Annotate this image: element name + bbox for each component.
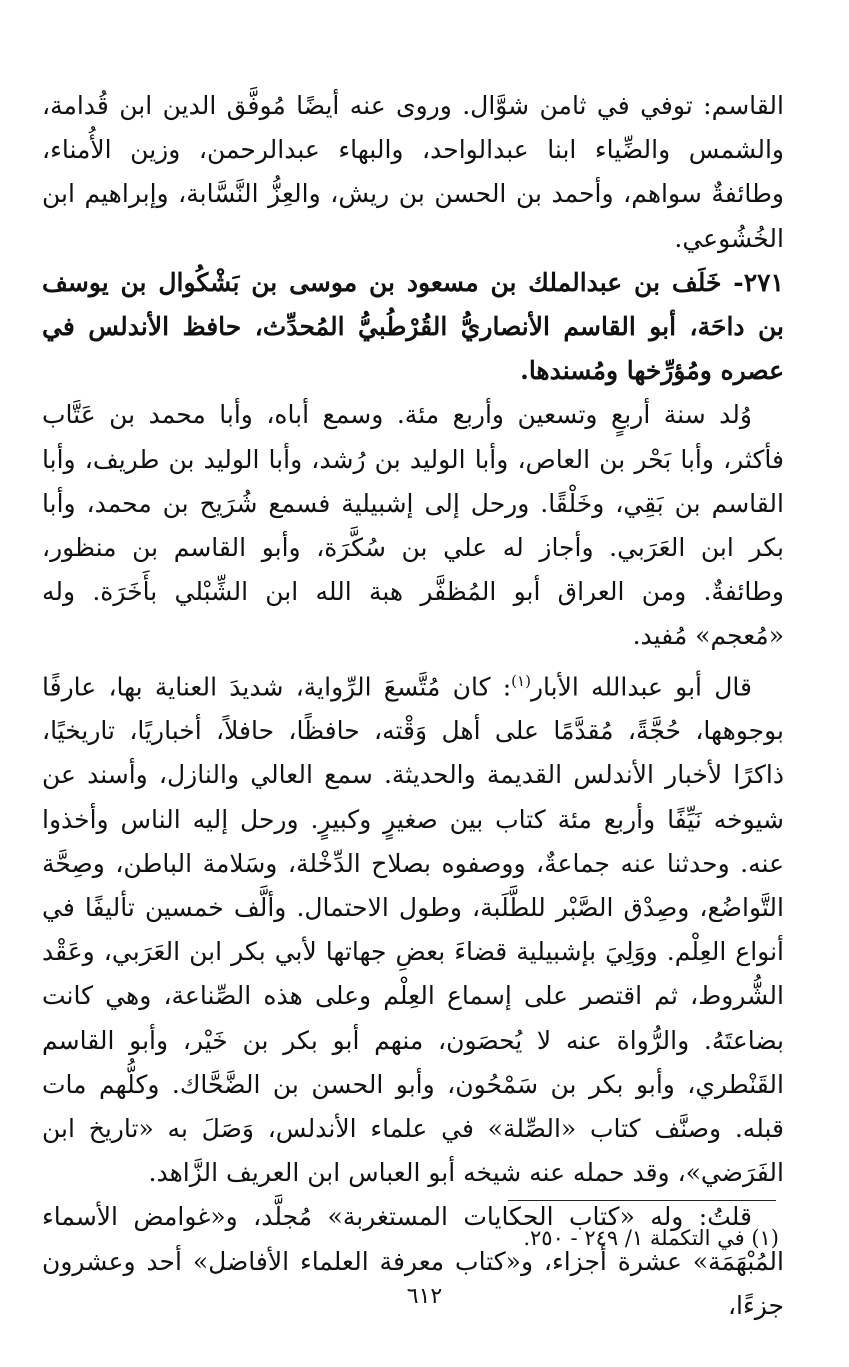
quote-lead-text: قال أبو عبدالله الأبار: [530, 671, 752, 701]
footnote-reference: (١): [511, 671, 531, 690]
paragraph-abbar-quote: [42, 659, 784, 1196]
footnote-text: في التكملة ١/ ٢٤٩ - ٢٥٠.: [523, 1226, 745, 1250]
quote-body-text: : كان مُتَّسعَ الرِّواية، شديدَ العناية بها، عارفًا بوجوهها، حُجَّةً، مُقدَّمًا على أهل وَقْته، حافظًا، حافلاً، أخباريًا، تاريخيًا، ذاكرًا لأخبار الأندلس القديمة والحديثة. سمع العالي والنازل، وأسند عن شيوخه نَيِّفًا وأربع مئة كتاب بين صغيرٍ وكبيرٍ. ورحل إليه الناس وأخذوا عنه. وحدثنا عنه جماعةٌ، ووصفوه بصلاح الدِّخْلة، وسَلامة الباطن، وصِحَّة التَّواضُع، وصِدْق الصَّبْر للطَّلَبة، وطول الاحتمال. وألَّف خمسين تأليفًا في أنواع العِلْم. ووَلِيَ بإشبيلية قضاءَ بعضِ جهاتها لأبي بكر ابن العَرَبي، وعَقْد الشُّروط، ثم اقتصر على إسماع العِلْم وعلى هذه الصِّناعة، وهي كانت بضاعتَهُ. والرُّواة عنه لا يُحصَون، منهم أبو بكر بن خَيْر، وأبو القاسم القَنْطري، وأبو بكر بن سَمْحُون، وأبو الحسن بن الضَّحَّاك. وكلُّهم مات قبله. وصنَّف كتاب «الصِّلة» في علماء الأندلس، وَصَلَ به «تاريخ ابن الفَرَضي»، وقد حمله عنه شيخه أبو العباس ابن العريف الزَّاهد.: [42, 671, 784, 1188]
paragraph-continuation: القاسم: توفي في ثامن شوَّال. وروى عنه أيضًا مُوفَّق الدين ابن قُدامة، والشمس والضِّياء ابنا عبدالواحد، والبهاء عبدالرحمن، وزين الأُمناء، وطائفةٌ سواهم، وأحمد بن الحسن بن ريش، والعِزُّ النَّسَّابة، وإبراهيم ابن الخُشُوعي.: [42, 91, 785, 253]
footnote-divider: [508, 1200, 776, 1201]
footnote-marker: (١): [751, 1226, 779, 1250]
paragraph-birth-and-teachers: وُلد سنة أربعٍ وتسعين وأربع مئة. وسمع أباه، وأبا محمد بن عَتَّاب فأكثر، وأبا بَحْر بن العاص، وأبا الوليد بن رُشد، وأبا الوليد بن طريف، وأبا القاسم بن بَقِي، وخَلْقًا. ورحل إلى إشبيلية فسمع شُرَيح بن محمد، وأبا بكر ابن العَرَبي. وأجاز له علي بن سُكَّرَة، وأبو القاسم بن منظور، وطائفةٌ. ومن العراق أبو المُظفَّر هبة الله ابن الشِّبْلي بأَخَرَة. وله «مُعجم» مُفيد.: [42, 400, 784, 651]
page-number: ٦١٢: [406, 1284, 443, 1309]
entry-heading: ٢٧١- خَلَف بن عبدالملك بن مسعود بن موسى بن بَشْكُوال بن يوسف بن داحَة، أبو القاسم الأنصاريُّ القُرْطُبيُّ المُحدِّث، حافظ الأندلس في عصره ومُؤرِّخها ومُسندها.: [42, 267, 784, 386]
paragraph-author-note: قلتُ: وله «كتاب الحكايات المستغربة» مُجلَّد، و«غوامض الأسماء المُبْهَمَة» عشرة أجزاء، و«كتاب معرفة العلماء الأفاضل» أحد وعشرون جزءًا،: [42, 1202, 784, 1320]
footnote: [523, 1223, 779, 1253]
page-body: [42, 84, 784, 1328]
